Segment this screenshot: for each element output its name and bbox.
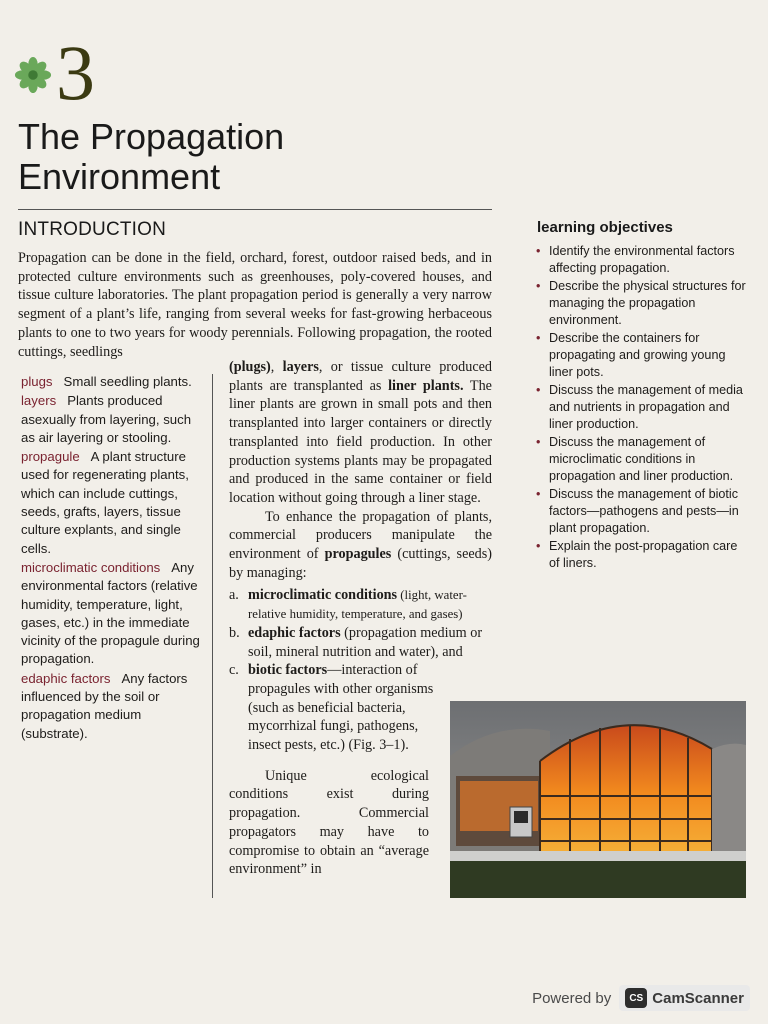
term-plugs: (plugs) [229, 359, 271, 375]
chapter-title: The Propagation Environment [18, 116, 285, 197]
objective-item: • Discuss the management of microclimatic conditions in propagation and liner production. [536, 434, 748, 485]
term-propagules: propagules [324, 546, 392, 563]
term-layers: layers [282, 359, 319, 375]
list-label: c. [229, 662, 239, 679]
camscanner-badge [619, 985, 750, 1011]
text-run: The liner plants are grown in small pots and then transplanted into larger containers or directly transplanted into field production. In other production systems plants may be propagated and produced in the same container or field location without going through a liner stage. [229, 377, 492, 506]
text-run: (cuttings, seeds) by managing: [229, 546, 493, 581]
glossary-def: Plants produced asexually from layering, such as air layering or stooling. [21, 393, 192, 445]
list-label: a. [229, 587, 239, 604]
objective-item: • Discuss the management of media and nutrients in propagation and liner production. [536, 382, 748, 433]
flower-icon [14, 56, 52, 94]
list-item [229, 586, 492, 623]
glossary-def: Any factors influenced by the soil or propagation medium (substrate). [21, 670, 188, 741]
chapter-header [14, 29, 95, 116]
objective-item: • Discuss the management of biotic factors—pathogens and pests—in plant propagation. [536, 486, 748, 537]
list-item [229, 661, 448, 755]
objective-item: • Describe the containers for propagating and growing young liner pots. [536, 330, 748, 381]
intro-paragraph: Propagation can be done in the field, orchard, forest, outdoor raised beds, and in protected culture environments such as greenhouses, poly-covered houses, and tissue culture laboratories. The plant propagation period is generally a very narrow segment of a plant’s life, ranging from several weeks for fast-growing herbaceous plants to one to two years for woody perennials. Following propagation, the rooted cuttings, seedlings [18, 250, 492, 360]
glossary [21, 373, 207, 744]
objective-item: • Explain the post-propagation care of liners. [536, 538, 748, 572]
chapter-number: 3 [56, 29, 95, 116]
body-paragraph [229, 358, 492, 508]
glossary-entry [21, 670, 207, 743]
body-paragraph [229, 508, 492, 583]
camscanner-icon: CS [625, 988, 647, 1008]
list-term: biotic factors [248, 662, 328, 679]
glossary-term: propagule [21, 449, 80, 465]
powered-by-label: Powered by [532, 989, 612, 1007]
objective-item: • Describe the physical structures for managing the propagation environment. [536, 278, 748, 329]
title-rule [18, 209, 492, 210]
glossary-term: edaphic factors [21, 670, 111, 686]
list-term: microclimatic conditions [248, 587, 398, 604]
glossary-def: Any environmental factors (relative humidity, temperature, light, gases, etc.) in the immediate vicinity of the propagule during propagation. [21, 559, 200, 667]
list-item [229, 624, 492, 661]
list-text: (propagation medium or soil, mineral nutrition and water), and [248, 624, 483, 660]
glossary-def: Small seedling plants. [63, 374, 192, 389]
term-liner-plants: liner plants. [388, 377, 464, 394]
glossary-entry [21, 373, 207, 391]
list-term: edaphic factors [248, 624, 341, 641]
objectives-heading: learning objectives [537, 219, 673, 236]
list-label: b. [229, 624, 240, 641]
column-divider [212, 374, 213, 898]
camscanner-brand: CamScanner [652, 989, 744, 1007]
text-run: , or tissue culture produced plants are transplanted as [229, 359, 493, 394]
glossary-term: microclimatic conditions [21, 559, 161, 575]
text-run: , [270, 359, 283, 375]
list-text: —interaction of propagules with other organisms (such as beneficial bacteria, mycorrhizal fungi, pathogens, insect pests, etc.) (Fig. 3–1). [248, 662, 434, 754]
glossary-term: plugs [21, 374, 53, 389]
body-paragraph: Unique ecological conditions exist during propagation. Commercial propagators may have to compromise to obtain an “average environment” in [229, 767, 429, 878]
scanner-footer [532, 985, 750, 1011]
greenhouse-photo [450, 701, 746, 898]
text-run: To enhance the propagation of plants, commercial producers manipulate the environment of [229, 508, 492, 563]
glossary-entry [21, 448, 207, 558]
glossary-def: A plant structure used for regenerating plants, which can include cuttings, seeds, grafts, layers, tissue culture explants, and single cells. [21, 449, 189, 556]
glossary-term: layers [21, 393, 57, 409]
section-heading: INTRODUCTION [18, 219, 167, 240]
list-text: (light, water-relative humidity, temperature, and gases) [248, 588, 467, 622]
glossary-entry [21, 559, 207, 669]
objectives-list [536, 243, 748, 573]
glossary-entry [21, 392, 207, 447]
objective-item: • Identify the environmental factors affecting propagation. [536, 243, 748, 277]
